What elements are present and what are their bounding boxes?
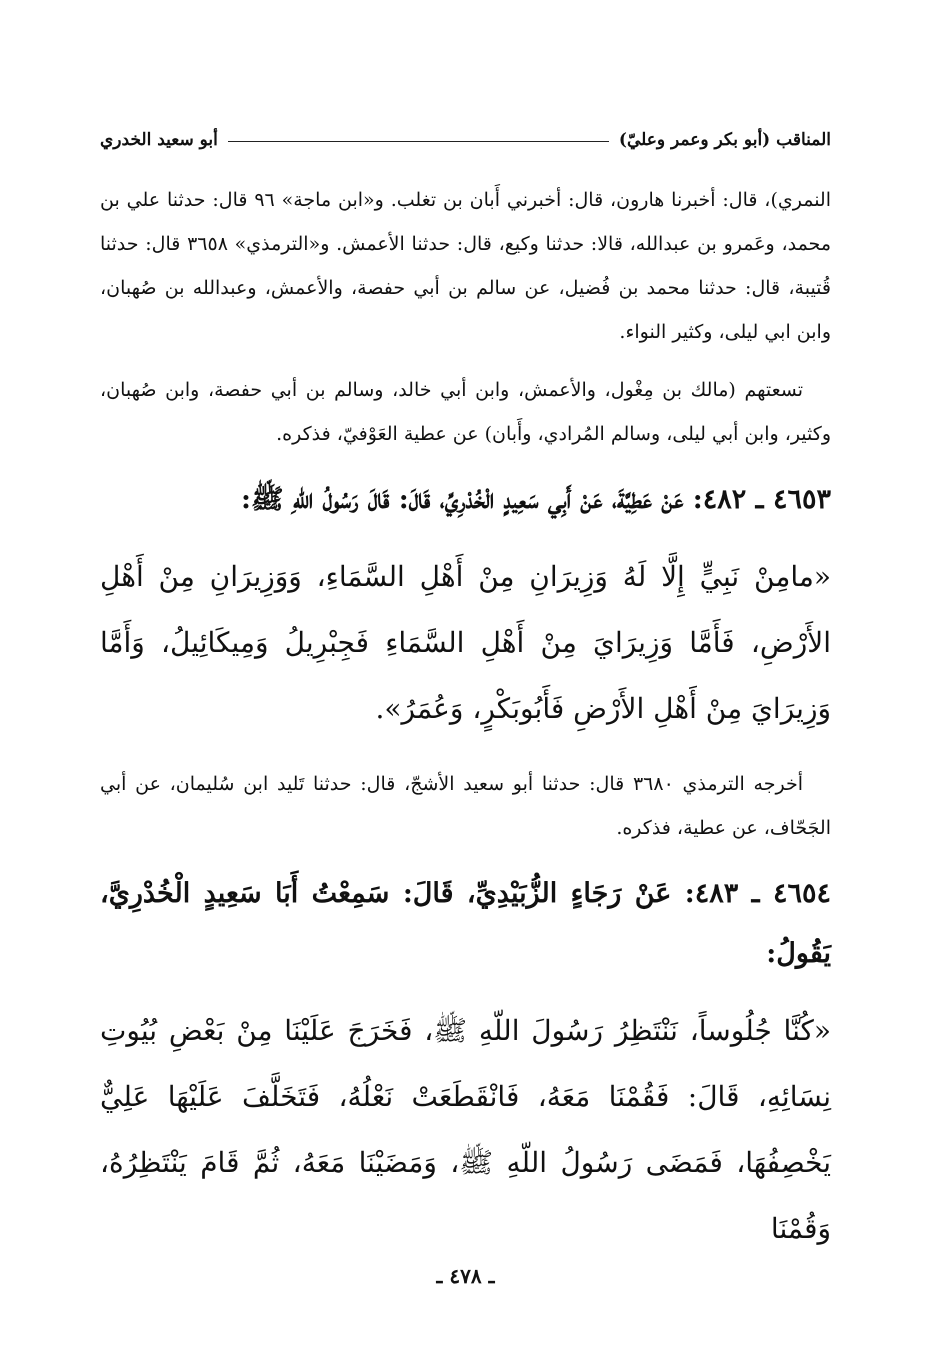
hadith-heading: ٤٦٥٤ ـ ٤٨٣: عَنْ رَجَاءٍ الزُّبَيْدِيِّ، قَالَ: سَمِعْتُ أَبَا سَعِيدٍ الْخُدْرِيَّ، يَقُولُ: <box>100 878 832 969</box>
hadith-text: «كُنَّا جُلُوساً، نَنْتَظِرُ رَسُولَ اللّهِ ﷺ، فَخَرَجَ عَلَيْنَا مِنْ بَعْضِ بُيُوتِ نِسَائِهِ، قَالَ: فَقُمْنَا مَعَهُ، فَانْقَطَعَتْ نَعْلُهُ، فَتَخَلَّفَ عَلَيْهَا عَلِيٌّ يَخْصِفُهَا، فَمَضَى رَسُولُ اللّهِ ﷺ، وَمَضَيْنَا مَعَهُ، ثُمَّ قَامَ يَنْتَظِرُهُ، وَقُمْنَا <box>100 1014 831 1245</box>
page-content <box>100 178 831 1262</box>
header-section-title: أبو سعيد الخدري <box>100 130 218 150</box>
footnote-paragraph: النمري)، قال: أخبرنا هارون، قال: أخبرني أَبان بن تغلب. و«ابن ماجة» ٩٦ قال: حدثنا علي بن محمد، وعَمرو بن عبدالله، قالا: حدثنا وكيع، قال: حدثنا الأعمش. و«الترمذي» ٣٦٥٨ قال: حدثنا قُتيبة، قال: حدثنا محمد بن فُضيل، عن سالم بن أبي حفصة، والأعمش، وعبدالله بن صُهبان، وابن ابي ليلى، وكثير النواء. <box>100 189 832 343</box>
hadith-text: «مامِنْ نَبِيٍّ إِلَّا لَهُ وَزِيرَانِ مِنْ أَهْلِ السَّمَاءِ، وَوَزِيرَانِ مِنْ أَهْلِ الأَرْضِ، فَأَمَّا وَزِيرَايَ مِنْ أَهْلِ السَّمَاءِ فَجِبْرِيلُ وَمِيكَائِيلُ، وَأَمَّا وَزِيرَايَ مِنْ أَهْلِ الأَرْضِ فَأَبُوبَكْرٍ، وَعُمَرُ». <box>100 560 831 725</box>
footnote-paragraph: تسعتهم (مالك بن مِغْول، والأعمش، وابن أبي خالد، وسالم بن أبي حفصة، وابن صُهبان، وكثير، وابن أبي ليلى، وسالم المُرادي، وأَبان) عن عطية العَوْفيّ، فذكره. <box>100 379 831 445</box>
footnote-paragraph: أخرجه الترمذي ٣٦٨٠ قال: حدثنا أبو سعيد الأشجّ، قال: حدثنا تَليد ابن سُليمان، عن أبي الجَحّاف، عن عطية، فذكره. <box>100 773 831 839</box>
page-number: ـ ٤٧٨ ـ <box>436 1264 495 1288</box>
hadith-heading: ٤٦٥٣ ـ ٤٨٢: عَنْ عَطِيَّةَ، عَنْ أَبِي سَعِيدٍ الْخُدْرِيِّ، قَالَ: قَالَ رَسُولُ اللّهِ ﷺ: <box>241 484 831 515</box>
header-chapter-title: المناقب (أبو بكر وعمر وعليّ) <box>618 130 831 150</box>
running-header <box>100 110 831 150</box>
header-rule <box>228 141 609 142</box>
